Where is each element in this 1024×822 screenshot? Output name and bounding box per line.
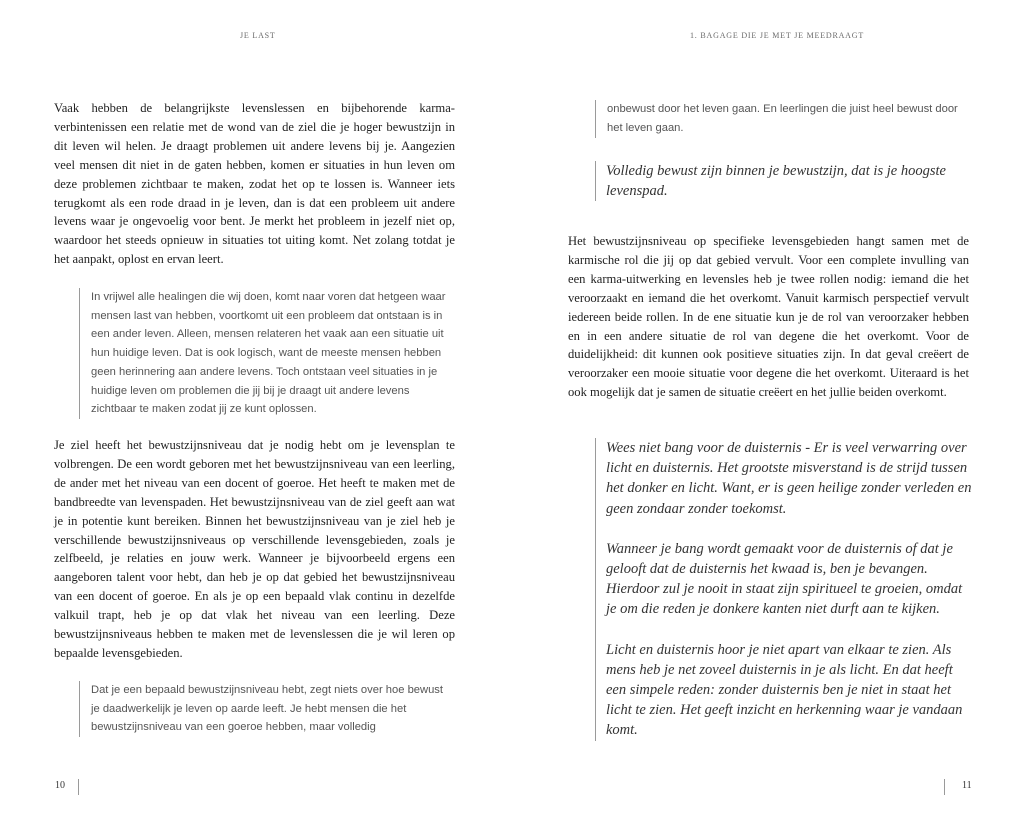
italic-quote-paragraph-1: Wees niet bang voor de duisternis - Er is veel verwarring over licht en duisternis. Het grootste misverstand is de strijd tussen het donker en licht. Want, er is geen heilige zonder verleden en geen zondaar zonder toekomst. <box>606 440 972 517</box>
highlight-quote <box>595 161 976 201</box>
folio-rule-left <box>78 779 79 795</box>
running-head-left: JE LAST <box>240 31 276 40</box>
paragraph-1: Vaak hebben de belangrijkste levenslessen en bijbehorende karma-verbintenissen een relatie met de wond van de ziel die je hoger bewustzijn in dit leven wil helen. Je draagt problemen uit andere levens bij je. Aangezien veel mensen dit niet in de gaten hebben, komen er situaties in hun leven om deze problemen zichtbaar te maken, zodat het op te lossen is. Wanneer iets terugkomt als een rode draad in je leven, dan is dat een probleem uit andere levens waar je ongevoelig voor bent. Je merkt het probleem in jezelf niet op, waardoor het steeds opnieuw in situaties tot uiting komt. Net zolang totdat je het aanpakt, oplost en ervan leert. <box>54 101 455 267</box>
quote-block-continued: onbewust door het leven gaan. En leerlingen die juist heel bewust door het leven gaan. <box>595 100 963 138</box>
italic-quote-block <box>595 438 976 741</box>
paragraph-3: Het bewustzijnsniveau op specifieke levensgebieden hangt samen met de karmische rol die jij op dat gebied vervult. Voor een complete invulling van een karma-uitwerking en levensles heb je twee rollen nodig: iemand die het veroorzaakt en iemand die het overkomt. Vanuit karmisch perspectief vervult iedereen beide rollen. In de ene situatie kun je de rol van veroorzaker hebben en in een andere situatie de rol van degene die het overkomt. Voor de duidelijkheid: dit kunnen ook positieve situaties zijn. In dat geval creëert de veroorzaker een mooie situatie voor degene die het overkomt. Uiteraard is het ook mogelijk dat je samen de situatie creëert en het jullie beiden overkomt. <box>568 234 969 400</box>
italic-quote-paragraph-2: Wanneer je bang wordt gemaakt voor de duisternis of dat je gelooft dat de duisternis het kwaad is, ben je bevangen. Hierdoor zul je nooit in staat zijn spiritueel te groeien, omdat je om die reden je donkere kanten niet durft aan te kijken. <box>606 540 963 618</box>
paragraph-2: Je ziel heeft het bewustzijnsniveau dat je nodig hebt om je levensplan te volbrengen. De een wordt geboren met het bewustzijnsniveau van een leerling, de ander met het niveau van een docent of goeroe. Het heeft te maken met de bandbreedte van levenspaden. Het bewustzijnsniveau van de ziel geeft aan wat je in potentie kunt bereiken. Binnen het bewustzijnsniveau van je ziel heb je verschillende bewustzijnsniveaus op verschillende levensgebieden, zoals je zelfbeeld, je relaties en jouw werk. Wanneer je bijvoorbeeld ergens een aangeboren talent voor hebt, dan heb je op dat gebied het bewustzijnsniveau van een docent of goeroe. En als je op een bepaald vlak continu in dezelfde valkuil trapt, heb je op dat vlak het niveau van een leerling. Deze bewustzijnsniveaus hebben te maken met de levenslessen die je wil leren op bepaalde levensgebieden. <box>54 438 455 660</box>
italic-quote-paragraph-3: Licht en duisternis hoor je niet apart van elkaar te zien. Als mens heb je net zoveel duisternis in je als licht. En dat heeft een simpele reden: zonder duisternis ben je niet in staat het licht te zien. Het geeft inzicht en herkenning waar je vandaan komt. <box>606 641 963 739</box>
running-head-right: 1. BAGAGE DIE JE MET JE MEEDRAAGT <box>690 31 865 40</box>
page-number-left: 10 <box>55 780 65 791</box>
quote-block-2: Dat je een bepaald bewustzijnsniveau hebt, zegt niets over hoe bewust je daadwerkelijk je leven op aarde leeft. Je hebt mensen die het bewustzijnsniveau van een goeroe hebben, maar volledig <box>79 681 447 737</box>
folio-rule-right <box>944 779 945 795</box>
highlight-quote-text: Volledig bewust zijn binnen je bewustzijn, dat is je hoogste levenspad. <box>606 163 946 200</box>
right-page <box>512 0 1024 822</box>
quote-block-1: In vrijwel alle healingen die wij doen, komt naar voren dat hetgeen waar mensen last van hebben, voortkomt uit een probleem dat ontstaan is in een ander leven. Alleen, mensen relateren het vaak aan een situatie uit hun huidige leven. Dat is ook logisch, want de meeste mensen hebben geen herinnering aan andere levens. Toch ontstaan veel situaties in je huidige leven om problemen die jij bij je draagt uit andere levens zichtbaar te maken zodat jij ze kunt oplossen. <box>79 288 447 419</box>
page-number-right: 11 <box>962 780 972 791</box>
